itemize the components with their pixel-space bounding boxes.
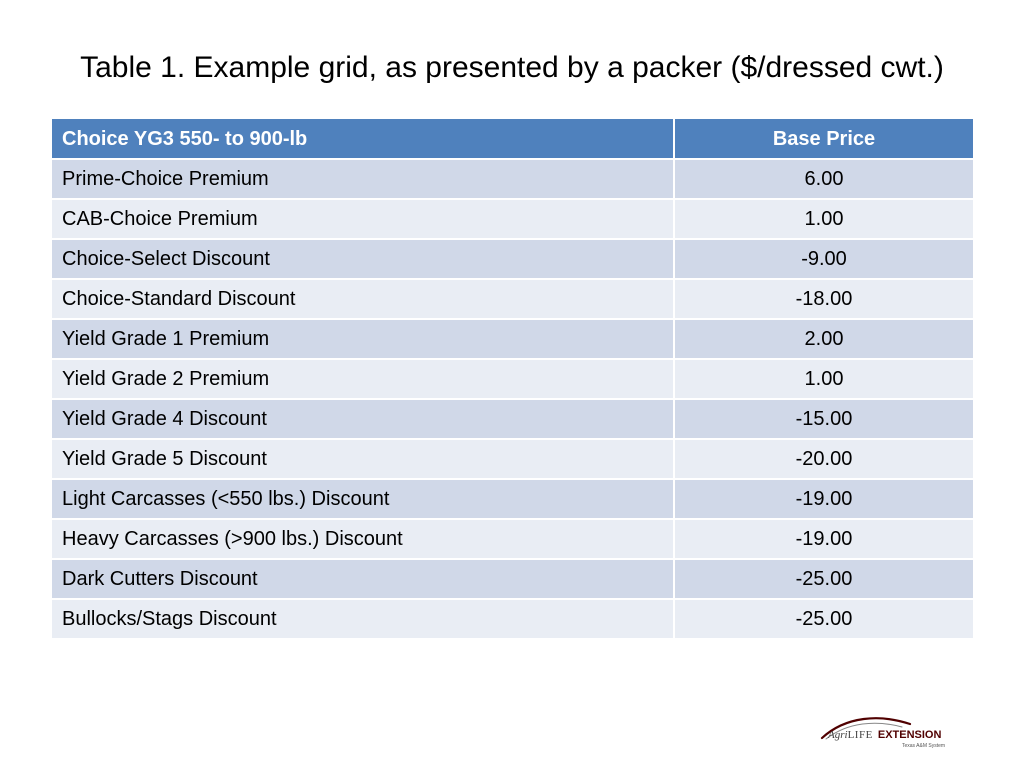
table-row	[52, 439, 973, 479]
row-value: -20.00	[674, 439, 973, 479]
table-row	[52, 319, 973, 359]
row-label: Choice-Select Discount	[52, 239, 674, 279]
logo-extension-text: EXTENSION	[877, 729, 942, 741]
logo-agri-text: Agri	[828, 729, 848, 741]
logo-subtitle: Texas A&M System	[902, 743, 946, 749]
table-row	[52, 239, 973, 279]
agrilife-extension-logo	[818, 712, 958, 754]
row-label: Prime-Choice Premium	[52, 159, 674, 199]
logo-life-text: LIFE	[847, 729, 873, 741]
row-value: -15.00	[674, 399, 973, 439]
row-label: Choice-Standard Discount	[52, 279, 674, 319]
row-label: Dark Cutters Discount	[52, 559, 674, 599]
table-row	[52, 359, 973, 399]
row-label: Yield Grade 5 Discount	[52, 439, 674, 479]
table-row	[52, 479, 973, 519]
table-row	[52, 519, 973, 559]
row-value: 1.00	[674, 359, 973, 399]
table-row	[52, 559, 973, 599]
row-label: Yield Grade 4 Discount	[52, 399, 674, 439]
row-value: 2.00	[674, 319, 973, 359]
logo-wordmark	[828, 729, 941, 741]
table-header-row	[52, 119, 973, 159]
table-row	[52, 159, 973, 199]
row-label: Yield Grade 1 Premium	[52, 319, 674, 359]
table-row	[52, 279, 973, 319]
row-value: 1.00	[674, 199, 973, 239]
row-value: 6.00	[674, 159, 973, 199]
row-label: Heavy Carcasses (>900 lbs.) Discount	[52, 519, 674, 559]
slide-title: Table 1. Example grid, as presented by a packer ($/dressed cwt.)	[80, 51, 944, 84]
row-value: -18.00	[674, 279, 973, 319]
row-label: CAB-Choice Premium	[52, 199, 674, 239]
table-row	[52, 399, 973, 439]
row-value: -9.00	[674, 239, 973, 279]
row-label: Yield Grade 2 Premium	[52, 359, 674, 399]
row-value: -19.00	[674, 519, 973, 559]
row-value: -25.00	[674, 599, 973, 639]
header-label-cell: Choice YG3 550- to 900-lb	[52, 119, 674, 159]
row-value: -25.00	[674, 559, 973, 599]
header-base-price-cell: Base Price	[674, 119, 973, 159]
row-label: Light Carcasses (<550 lbs.) Discount	[52, 479, 674, 519]
row-value: -19.00	[674, 479, 973, 519]
row-label: Bullocks/Stags Discount	[52, 599, 674, 639]
table-row	[52, 199, 973, 239]
table-row	[52, 599, 973, 639]
price-grid-table	[52, 119, 973, 640]
